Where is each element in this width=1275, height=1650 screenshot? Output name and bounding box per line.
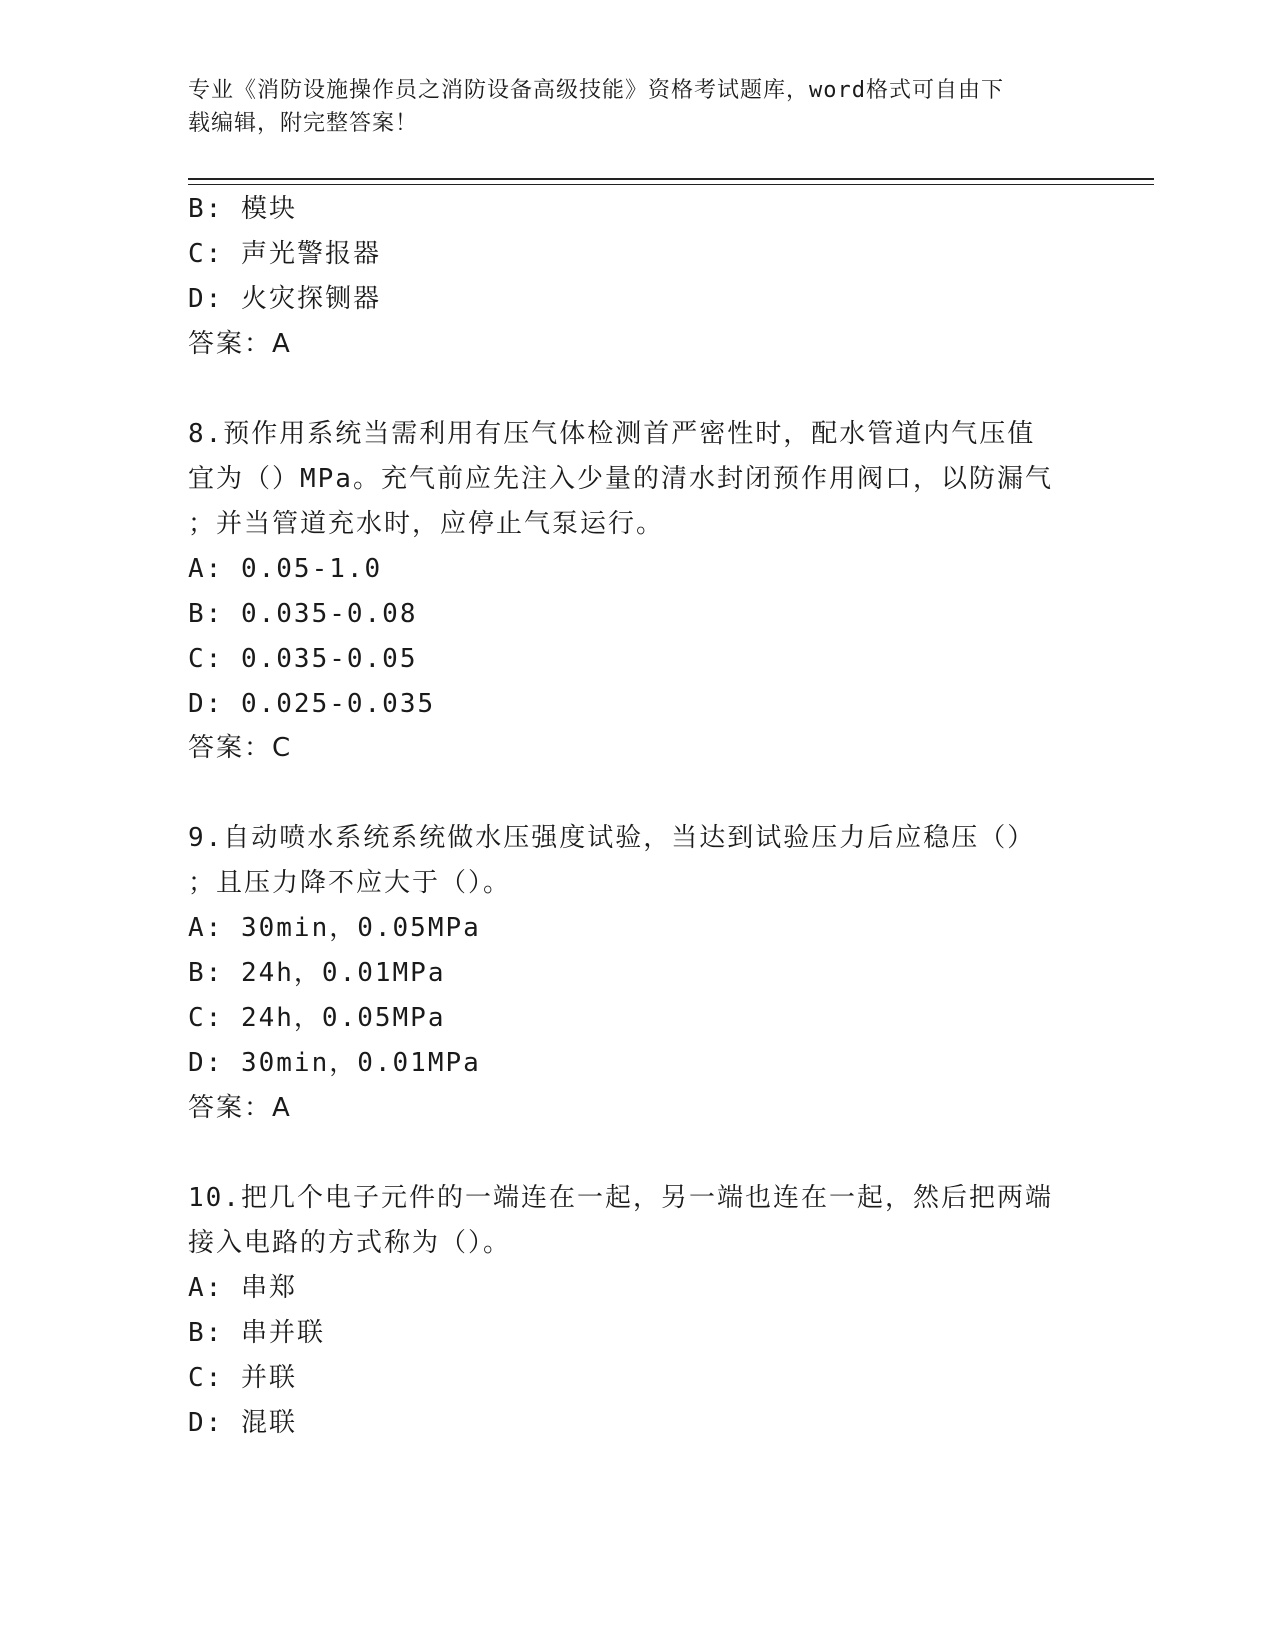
- header-divider-thick: [188, 178, 1154, 180]
- prev-option-d: D: 火灾探铡器: [188, 284, 381, 314]
- header-divider-thin: [188, 184, 1154, 185]
- header-line-2: 载编辑，附完整答案！: [188, 111, 419, 136]
- q8-option-b: B: 0.035-0.08: [188, 599, 418, 629]
- q10-text-line-1: 10.把几个电子元件的一端连在一起，另一端也连在一起，然后把两端: [188, 1183, 1053, 1213]
- q8-answer: 答案：C: [188, 733, 293, 763]
- q8-option-a: A: 0.05-1.0: [188, 554, 383, 584]
- header-line-1: 专业《消防设施操作员之消防设备高级技能》资格考试题库，word格式可自由下: [188, 78, 1004, 103]
- q9-option-b: B: 24h，0.01MPa: [188, 958, 446, 988]
- prev-option-c: C: 声光警报器: [188, 239, 381, 269]
- q9-answer: 答案：A: [188, 1093, 292, 1123]
- q9-option-d: D: 30min，0.01MPa: [188, 1048, 481, 1078]
- q9-text-line-1: 9.自动喷水系统系统做水压强度试验，当达到试验压力后应稳压（）: [188, 823, 1036, 853]
- q8-text-line-2: 宜为（）MPa。充气前应先注入少量的清水封闭预作用阀口，以防漏气: [188, 464, 1053, 494]
- q8-option-c: C: 0.035-0.05: [188, 644, 418, 674]
- q8-text-line-1: 8.预作用系统当需利用有压气体检测首严密性时，配水管道内气压值: [188, 419, 1036, 449]
- document-header: [188, 74, 1068, 140]
- q10-option-d: D: 混联: [188, 1408, 297, 1438]
- q10-option-c: C: 并联: [188, 1363, 297, 1393]
- q10-option-b: B: 串并联: [188, 1318, 325, 1348]
- q8-option-d: D: 0.025-0.035: [188, 689, 436, 719]
- q10-text-line-2: 接入电路的方式称为（）。: [188, 1228, 512, 1258]
- q9-option-a: A: 30min，0.05MPa: [188, 913, 481, 943]
- q8-text-line-3: ；并当管道充水时，应停止气泵运行。: [188, 509, 665, 539]
- q9-text-line-2: ；且压力降不应大于（）。: [188, 868, 512, 898]
- q9-option-c: C: 24h，0.05MPa: [188, 1003, 446, 1033]
- q10-option-a: A: 串郑: [188, 1273, 297, 1303]
- prev-option-b: B: 模块: [188, 194, 297, 224]
- prev-answer: 答案：A: [188, 329, 292, 359]
